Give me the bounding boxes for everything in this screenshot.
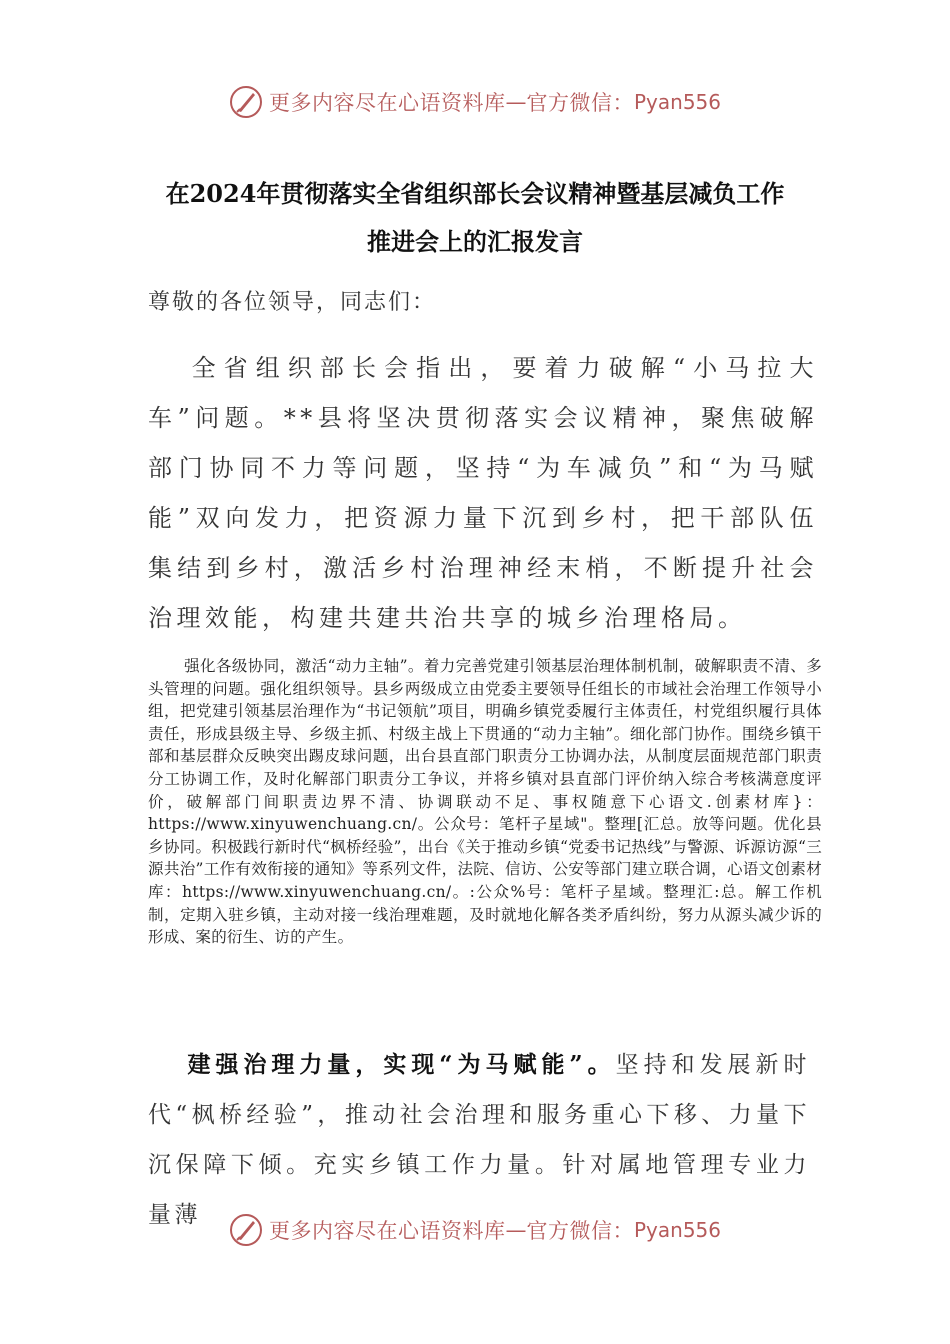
banner-wechat-label: 官方微信：: [526, 1219, 634, 1243]
greeting: 尊敬的各位领导，同志们：: [148, 290, 437, 315]
banner-text: 更多内容尽在心语资料库: [268, 91, 506, 115]
paragraph-coordination-text: 强化各级协同，激活“动力主轴”。着力完善党建引领基层治理体制机制，破解职责不清、多头管理的问题。强化组织领导。县乡两级成立由党委主要领导任组长的市域社会治理工作领导小组，把党建引领基层治理作为“书记领航”项目，明确乡镇党委履行主体责任，村党组织履行具体责任，形成县级主导、乡级主抓、村级主战上下贯通的“动力主轴”。细化部门协作。围绕乡镇干部和基层群众反映突出踢皮球问题，出台县直部门职责分工协调办法，从制度层面规范部门职责分工协调工作，及时化解部门职责分工争议，并将乡镇对县直部门评价纳入综合考核满意度评价，破解部门间职责边界不清、协调联动不足、事权随意下心语文.创素材库}：https://www.xinyuwenchuang.cn/。公众号：笔杆子星域"。整理[汇总。放等问题。优化县乡协同。积极践行新时代“枫桥经验”，出台《关于推动乡镇“党委书记热线”与警源、诉源访源“三源共治”工作有效衔接的通知》等系列文件，法院、信访、公安等部门建立联合调，心语文创素材库：https://www.xinyuwenchuang.cn/。:公众%号：笔杆子星域。整理汇:总。解工作机制，定期入驻乡镇，主动对接一线治理难题，及时就地化解各类矛盾纠纷，努力从源头减少诉的形成、案的衍生、访的产生。: [148, 657, 822, 947]
banner-text: 更多内容尽在心语资料库: [268, 1219, 506, 1243]
banner-wechat-id: Pyan556: [633, 90, 721, 114]
banner-separator: —: [505, 1218, 527, 1242]
paragraph-intro: [148, 343, 818, 643]
paragraph-empower-heading: 建强治理力量，实现“为马赋能”。: [186, 1051, 616, 1078]
paragraph-intro-text: 全省组织部长会指出，要着力破解“小马拉大车”问题。**县将坚决贯彻落实会议精神，聚焦破解部门协同不力等问题，坚持“为车减负”和“为马赋能”双向发力，把资源力量下沉到乡村，把干部队伍集结到乡村，激活乡村治理神经末梢，不断提升社会治理效能，构建共建共治共享的城乡治理格局。: [148, 354, 818, 632]
banner-wechat-label: 官方微信：: [526, 91, 634, 115]
header-banner: [0, 82, 950, 122]
quill-logo-icon: [229, 85, 263, 119]
footer-banner: [0, 1210, 950, 1250]
paragraph-coordination: [148, 655, 822, 949]
banner-wechat-id: Pyan556: [633, 1218, 721, 1242]
banner-separator: —: [505, 90, 527, 114]
document-title-line-1: 在2024年贯彻落实全省组织部长会议精神暨基层减负工作: [165, 179, 785, 208]
document-title-line-2: 推进会上的汇报发言: [367, 227, 583, 256]
quill-logo-icon: [229, 1213, 263, 1247]
paragraph-empower-text: 坚持和发展新时代“枫桥经验”，推动社会治理和服务重心下移、力量下沉保障下倾。充实乡镇工作力量。针对属地管理专业力量薄: [148, 1052, 811, 1228]
